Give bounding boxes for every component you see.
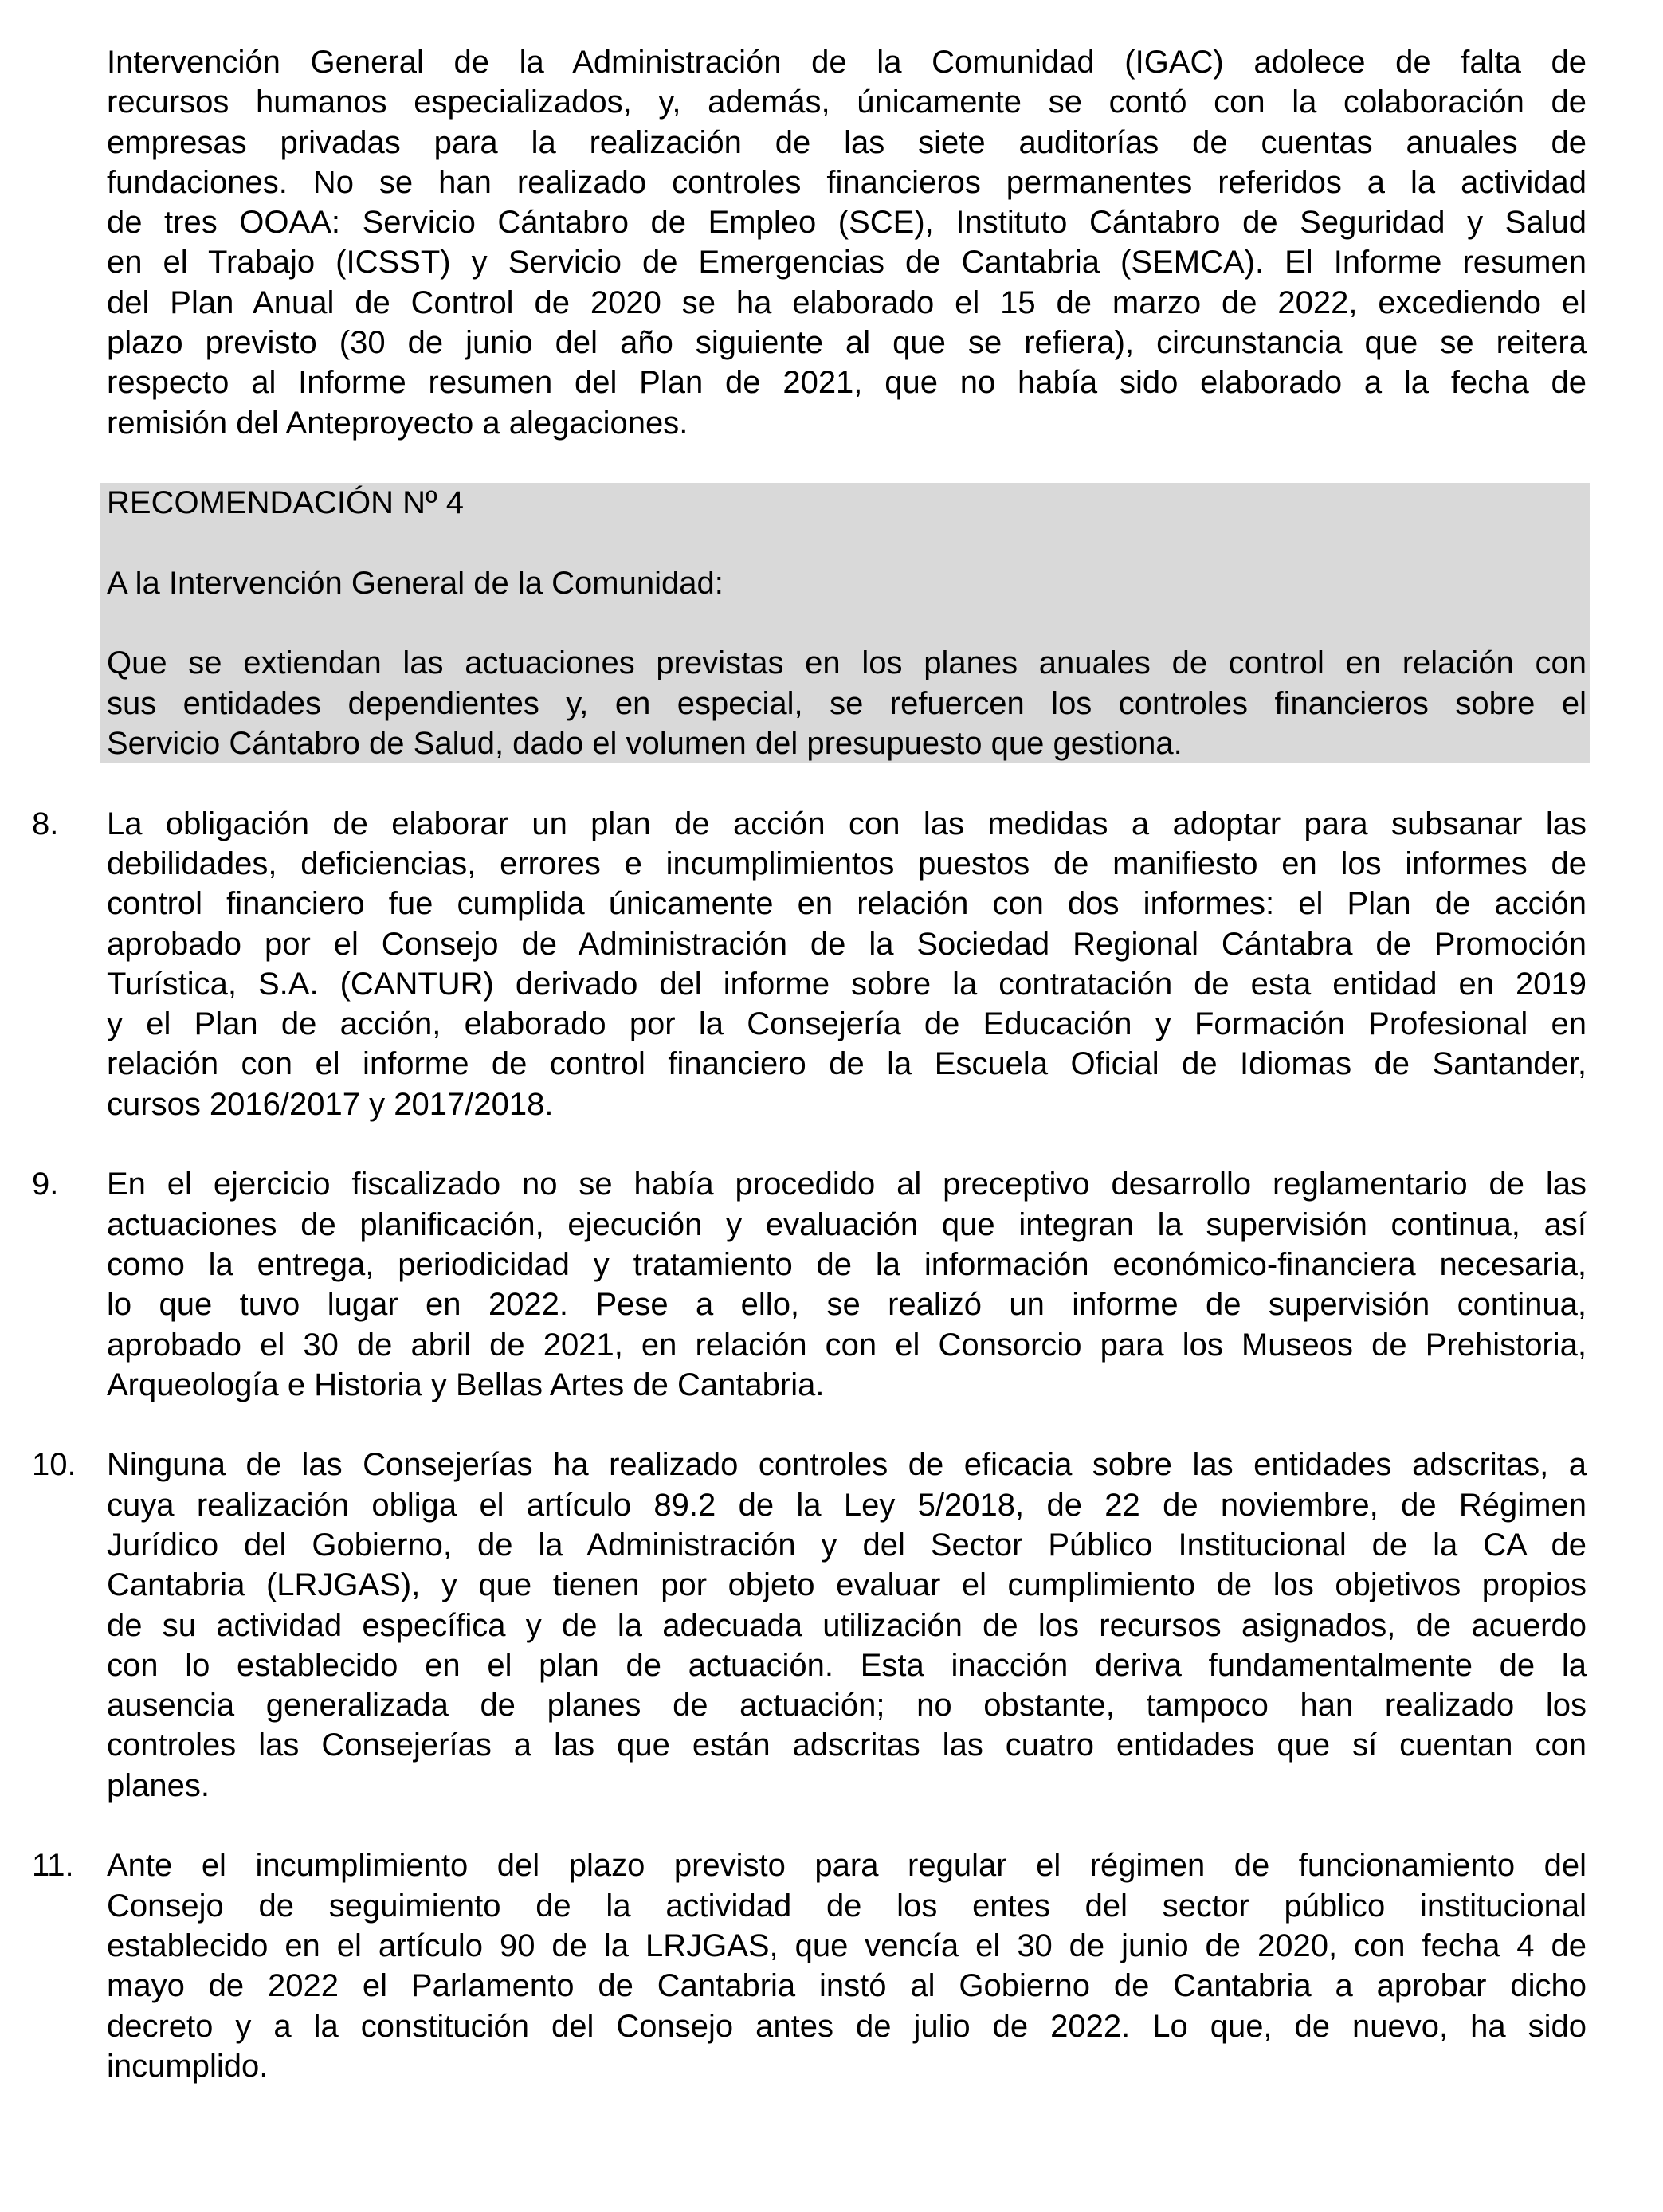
line-text: lo que tuvo lugar en 2022. Pese a ello, se realizó un informe de supervisión continua,: [107, 1287, 1587, 1323]
text-line: [100, 483, 1590, 523]
text-line: [0, 1725, 1663, 1765]
line-text: relación con el informe de control financiero de la Escuela Oficial de Idiomas de Santander,: [107, 1046, 1587, 1082]
line-text: La obligación de elaborar un plan de acción con las medidas a adoptar para subsanar las: [107, 806, 1587, 841]
text-line: [0, 403, 1663, 443]
line-text: plazo previsto (30 de junio del año siguiente al que se refiera), circunstancia que se reitera: [107, 325, 1587, 361]
line-text: ausencia generalizada de planes de actuación; no obstante, tampoco han realizado los: [107, 1688, 1587, 1724]
recommendation-box: [100, 483, 1590, 763]
list-number: 10.: [32, 1447, 76, 1483]
text-line: [0, 1966, 1663, 2006]
text-line: [0, 1004, 1663, 1044]
line-text: como la entrega, periodicidad y tratamiento de la información económico-financiera necesaria,: [107, 1246, 1587, 1282]
text-line: [0, 242, 1663, 282]
text-line: [0, 1164, 1663, 1204]
text-line: [0, 163, 1663, 202]
line-text: Jurídico del Gobierno, de la Administración y del Sector Público Institucional de la CA de: [107, 1527, 1587, 1563]
line-text: Turística, S.A. (CANTUR) derivado del informe sobre la contratación de esta entidad en 2019: [107, 966, 1587, 1002]
text-line: [100, 563, 1590, 603]
line-text: controles las Consejerías a las que están adscritas las cuatro entidades que sí cuentan con: [107, 1728, 1587, 1763]
line-text: y el Plan de acción, elaborado por la Consejería de Educación y Formación Profesional en: [107, 1006, 1587, 1042]
line-text: En el ejercicio fiscalizado no se había procedido al preceptivo desarrollo reglamentario de las: [107, 1167, 1587, 1202]
line-text: Cantabria (LRJGAS), y que tienen por objeto evaluar el cumplimiento de los objetivos propios: [107, 1567, 1587, 1603]
text-line: [0, 323, 1663, 363]
text-line: [0, 1245, 1663, 1284]
recommendation-text: [100, 643, 1590, 763]
line-text: de su actividad específica y de la adecuada utilización de los recursos asignados, de acuerdo: [107, 1607, 1587, 1643]
text-line: [0, 283, 1663, 323]
line-text: control financiero fue cumplida únicamente en relación con dos informes: el Plan de acción: [107, 886, 1587, 922]
paragraph-spacer: [0, 1124, 1663, 1164]
line-text: A la Intervención General de la Comunidad:: [107, 565, 724, 601]
line-text: con lo establecido en el plan de actuación. Esta inacción deriva fundamentalmente de la: [107, 1647, 1587, 1683]
line-text: cursos 2016/2017 y 2017/2018.: [107, 1086, 554, 1122]
text-line: [100, 724, 1590, 763]
line-text: de tres OOAA: Servicio Cántabro de Empleo (SCE), Instituto Cántabro de Seguridad y Salud: [107, 205, 1587, 241]
line-text: Servicio Cántabro de Salud, dado el volumen del presupuesto que gestiona.: [107, 726, 1183, 762]
numbered-paragraph: [0, 1164, 1663, 1405]
text-line: [0, 924, 1663, 964]
line-text: Ninguna de las Consejerías ha realizado controles de eficacia sobre las entidades adscritas, a: [107, 1447, 1587, 1483]
text-line: [0, 1685, 1663, 1725]
line-text: debilidades, deficiencias, errores e incumplimientos puestos de manifiesto en los informes de: [107, 845, 1587, 881]
text-line: [0, 1886, 1663, 1926]
line-text: RECOMENDACIÓN Nº 4: [107, 485, 464, 521]
text-line: [0, 884, 1663, 924]
text-line: [0, 1845, 1663, 1885]
text-line: [0, 42, 1663, 82]
text-line: [0, 804, 1663, 844]
line-text: Ante el incumplimiento del plazo previsto para regular el régimen de funcionamiento del: [107, 1848, 1587, 1884]
line-text: empresas privadas para la realización de las siete auditorías de cuentas anuales de: [107, 124, 1587, 160]
line-text: respecto al Informe resumen del Plan de 2021, que no había sido elaborado a la fecha de: [107, 365, 1587, 401]
line-text: planes.: [107, 1767, 210, 1803]
line-text: aprobado por el Consejo de Administración de la Sociedad Regional Cántabra de Promoción: [107, 926, 1587, 962]
line-text: recursos humanos especializados, y, además, únicamente se contó con la colaboración de: [107, 84, 1587, 120]
text-line: [0, 1485, 1663, 1525]
text-line: [0, 1365, 1663, 1405]
recommendation-title: [100, 483, 1590, 523]
text-line: [0, 363, 1663, 402]
text-line: [100, 643, 1590, 683]
document-page: [0, 42, 1663, 2086]
line-text: sus entidades dependientes y, en especial, se refuercen los controles financieros sobre el: [107, 685, 1587, 721]
line-text: Consejo de seguimiento de la actividad de los entes del sector público institucional: [107, 1888, 1587, 1924]
line-text: del Plan Anual de Control de 2020 se ha elaborado el 15 de marzo de 2022, excediendo el: [107, 284, 1587, 320]
text-line: [0, 2006, 1663, 2046]
paragraph-spacer: [0, 1405, 1663, 1445]
text-line: [0, 1445, 1663, 1484]
paragraph-spacer: [0, 443, 1663, 483]
line-text: incumplido.: [107, 2048, 269, 2084]
recommendation-addressee: [100, 563, 1590, 603]
line-text: Intervención General de la Administración de la Comunidad (IGAC) adolece de falta de: [107, 45, 1587, 80]
text-line: [0, 964, 1663, 1004]
line-text: fundaciones. No se han realizado controles financieros permanentes referidos a la actividad: [107, 164, 1587, 200]
text-line: [0, 1565, 1663, 1605]
numbered-paragraph: [0, 1445, 1663, 1806]
text-line: [0, 1766, 1663, 1806]
line-text: decreto y a la constitución del Consejo antes de julio de 2022. Lo que, de nuevo, ha sido: [107, 2008, 1587, 2044]
text-line: [0, 82, 1663, 122]
line-text: en el Trabajo (ICSST) y Servicio de Emergencias de Cantabria (SEMCA). El Informe resumen: [107, 245, 1587, 280]
line-text: remisión del Anteproyecto a alegaciones.: [107, 405, 688, 441]
text-line: [0, 1205, 1663, 1245]
paragraph-spacer: [100, 524, 1590, 563]
text-line: [0, 1525, 1663, 1565]
text-line: [0, 1325, 1663, 1365]
text-line: [0, 1284, 1663, 1324]
paragraph-spacer: [0, 1806, 1663, 1845]
line-text: Que se extiendan las actuaciones previstas en los planes anuales de control en relación con: [107, 645, 1587, 681]
text-line: [0, 1606, 1663, 1645]
line-text: Arqueología e Historia y Bellas Artes de Cantabria.: [107, 1367, 825, 1402]
paragraph-spacer: [100, 603, 1590, 643]
text-line: [0, 1084, 1663, 1124]
text-line: [0, 1044, 1663, 1084]
paragraph: [0, 42, 1663, 443]
line-text: mayo de 2022 el Parlamento de Cantabria instó al Gobierno de Cantabria a aprobar dicho: [107, 1968, 1587, 2004]
line-text: establecido en el artículo 90 de la LRJGAS, que vencía el 30 de junio de 2020, con fecha 4 de: [107, 1928, 1587, 1963]
text-line: [0, 2046, 1663, 2086]
list-number: 11.: [32, 1848, 74, 1884]
paragraph-spacer: [0, 763, 1663, 803]
text-line: [100, 684, 1590, 724]
text-line: [0, 844, 1663, 884]
text-line: [0, 1645, 1663, 1685]
text-line: [0, 1926, 1663, 1966]
line-text: actuaciones de planificación, ejecución y evaluación que integran la supervisión continua, así: [107, 1206, 1587, 1242]
numbered-paragraph: [0, 804, 1663, 1124]
line-text: cuya realización obliga el artículo 89.2 de la Ley 5/2018, de 22 de noviembre, de Régimen: [107, 1487, 1587, 1523]
text-line: [0, 123, 1663, 163]
list-number: 8.: [32, 806, 59, 841]
numbered-paragraph: [0, 1845, 1663, 2086]
text-line: [0, 202, 1663, 242]
list-number: 9.: [32, 1167, 59, 1202]
line-text: aprobado el 30 de abril de 2021, en relación con el Consorcio para los Museos de Prehistoria,: [107, 1327, 1587, 1363]
